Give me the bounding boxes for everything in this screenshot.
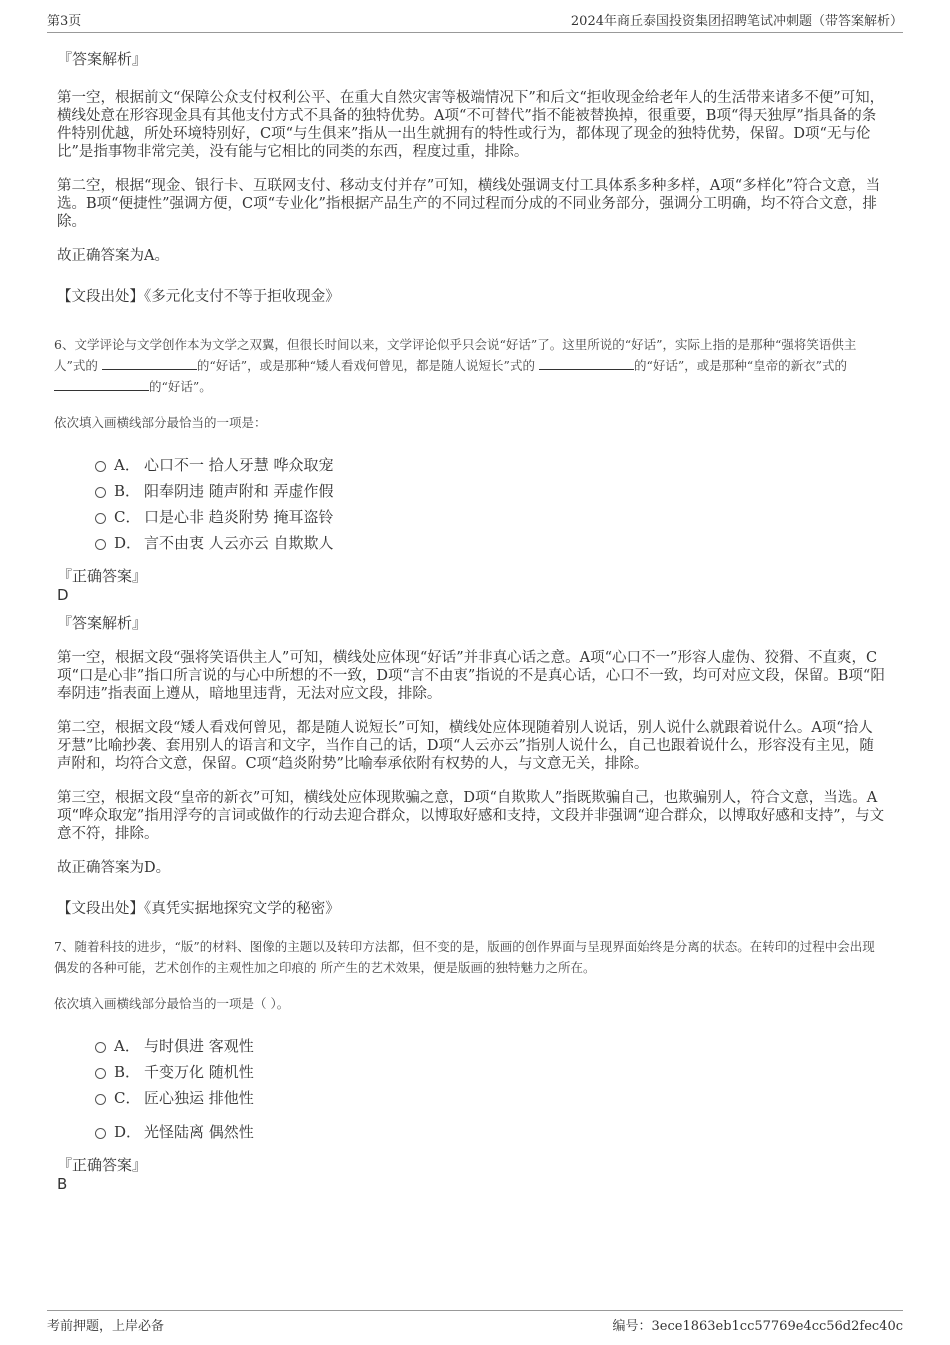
page-header	[47, 10, 903, 33]
analysis-conclusion: 故正确答案为A。	[57, 248, 169, 264]
question-7-instruction: 依次填入画横线部分最恰当的一项是（ ）。	[54, 996, 290, 1011]
radio-icon[interactable]	[95, 539, 106, 550]
question-6-options	[95, 451, 887, 555]
page-number: 第3页	[47, 14, 82, 29]
document-body	[54, 40, 887, 1193]
question-7-options	[95, 1032, 887, 1144]
analysis-conclusion: 故正确答案为D。	[57, 860, 171, 876]
question-7-stem: 7、随着科技的进步，“版”的材料、图像的主题以及转印方法都，但不变的是，版画的创作界面与呈现界面始终是分离的状态。在转印的过程中会出现偶发的各种可能，艺术创作的主观性加之印痕的 所产生的艺术效果，便是版画的独特魅力之所在。	[54, 939, 875, 975]
footer-slogan: 考前押题，上岸必备	[47, 1319, 165, 1334]
answer-blank	[102, 357, 197, 370]
analysis-paragraph: 第二空，根据文段“矮人看戏何曾见，都是随人说短长”可知，横线处应体现随着别人说话，别人说什么就跟着说什么。A项“拾人牙慧”比喻抄袭、套用别人的语言和文字，当作自己的话，D项“人云亦云”指别人说什么，自己也跟着说什么，形容没有主见，随声附和，均符合文意，保留。C项“趋炎附势”比喻奉承依附有权势的人，与文意无关，排除。	[57, 720, 874, 772]
option-d[interactable]: D． 言不由衷 人云亦云 自欺欺人	[95, 529, 887, 555]
correct-answer-value: D	[57, 586, 69, 604]
option-c[interactable]: C． 匠心独运 排他性	[95, 1084, 887, 1110]
correct-answer-label: 『正确答案』	[57, 567, 148, 585]
page-footer	[47, 1310, 903, 1334]
answer-blank	[54, 378, 149, 391]
analysis-paragraph: 第一空，根据文段“强将笑语供主人”可知，横线处应体现“好话”并非真心话之意。A项“心口不一”形容人虚伪、狡猾、不直爽，C项“口是心非”指口所言说的与心中所想的不一致，D项“言不由衷”指说的不是真心话，心口不一致，均可对应文段，保留。B项“阳奉阴违”指表面上遵从，暗地里违背，无法对应文段，排除。	[57, 650, 885, 702]
radio-icon[interactable]	[95, 1068, 106, 1079]
option-a[interactable]: A． 心口不一 拾人牙慧 哗众取宠	[95, 451, 887, 477]
radio-icon[interactable]	[95, 513, 106, 524]
text-source: 【文段出处】《真凭实据地探究文学的秘密》	[57, 901, 340, 917]
radio-icon[interactable]	[95, 1128, 106, 1139]
radio-icon[interactable]	[95, 1042, 106, 1053]
radio-icon[interactable]	[95, 1094, 106, 1105]
answer-analysis-label: 『答案解析』	[57, 614, 148, 632]
question-6-instruction: 依次填入画横线部分最恰当的一项是：	[54, 415, 267, 430]
option-d[interactable]: D． 光怪陆离 偶然性	[95, 1118, 887, 1144]
answer-analysis-label: 『答案解析』	[57, 50, 148, 68]
analysis-paragraph: 第三空，根据文段“皇帝的新衣”可知，横线处应体现欺骗之意，D项“自欺欺人”指既欺骗自己，也欺骗别人，符合文意，当选。A项“哗众取宠”指用浮夸的言词或做作的行动去迎合群众，以博取好感和支持，文段并非强调“迎合群众，以博取好感和支持”，与文意不符，排除。	[57, 790, 885, 842]
radio-icon[interactable]	[95, 461, 106, 472]
radio-icon[interactable]	[95, 487, 106, 498]
analysis-paragraph: 第一空，根据前文“保障公众支付权利公平、在重大自然灾害等极端情况下”和后文“拒收现金给老年人的生活带来诸多不便”可知，横线处意在形容现金具有其他支付方式不具备的独特优势。A项“不可替代”指不能被替换掉，很重要，B项“得天独厚”指具备的条件特别优越，所处环境特别好，C项“与生俱来”指从一出生就拥有的特性或行为，都体现了现金的独特优势，保留。D项“无与伦比”是指事物非常完美，没有能与它相比的同类的东西，程度过重，排除。	[57, 90, 885, 160]
correct-answer-value: B	[57, 1175, 68, 1193]
option-c[interactable]: C． 口是心非 趋炎附势 掩耳盗铃	[95, 503, 887, 529]
document-title: 2024年商丘泰国投资集团招聘笔试冲刺题（带答案解析）	[570, 14, 903, 29]
option-a[interactable]: A． 与时俱进 客观性	[95, 1032, 887, 1058]
analysis-paragraph: 第二空，根据“现金、银行卡、互联网支付、移动支付并存”可知，横线处强调支付工具体系多种多样，A项“多样化”符合文意，当选。B项“便捷性”强调方便，C项“专业化”指根据产品生产的不同过程而分成的不同业务部分，强调分工明确，均不符合文意，排除。	[57, 178, 881, 230]
answer-blank	[539, 357, 634, 370]
option-b[interactable]: B． 千变万化 随机性	[95, 1058, 887, 1084]
question-6-stem: 6、文学评论与文学创作本为文学之双翼，但很长时间以来，文学评论似乎只会说“好话”了。这里所说的“好话”，实际上指的是那种“强将笑语供主人”式的 的“好话”，或是那种“矮人看戏何曾见，都是随人说短长”式的 的“好话”，或是那种“皇帝的新衣”式的 的“好话”。	[54, 337, 857, 394]
correct-answer-label: 『正确答案』	[57, 1156, 148, 1174]
option-b[interactable]: B． 阳奉阴违 随声附和 弄虚作假	[95, 477, 887, 503]
text-source: 【文段出处】《多元化支付不等于拒收现金》	[57, 289, 340, 305]
document-id: 编号：3ece1863eb1cc57769e4cc56d2fec40c	[612, 1319, 903, 1334]
